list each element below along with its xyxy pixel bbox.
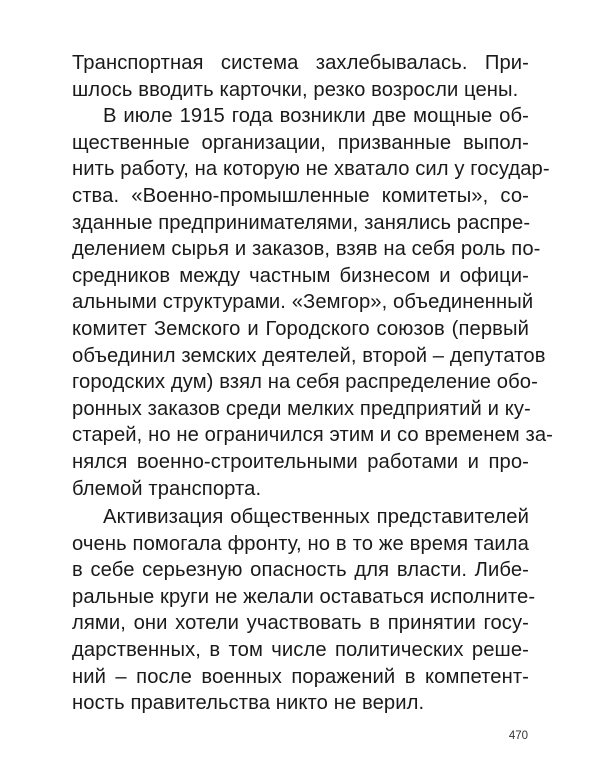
text-line: объединил земских деятелей, второй – депутатов xyxy=(72,344,546,367)
text-line: блемой транспорта. xyxy=(72,477,262,500)
text-line: городских дум) взял на себя распределение обо- xyxy=(72,371,538,394)
text-line: делением сырья и заказов, взяв на себя роль по- xyxy=(72,238,541,261)
text-line: зданные предпринимателями, занялись распре- xyxy=(72,211,531,234)
text-line: нялся военно-строительными работами и про- xyxy=(72,450,529,473)
page-body xyxy=(72,50,553,717)
text-line: Активизация общественных представителей xyxy=(103,506,529,529)
text-line: щественные организации, призванные выпол- xyxy=(72,131,529,154)
text-line: лями, они хотели участвовать в принятии госу- xyxy=(72,612,529,635)
text-line: альными структурами. «Земгор», объединенный xyxy=(72,291,534,314)
paragraph-1 xyxy=(72,50,529,103)
text-line: старей, но не ограничился этим и со временем за- xyxy=(72,424,553,447)
text-line: шлось вводить карточки, резко возросли цены. xyxy=(72,78,519,101)
text-line: комитет Земского и Городского союзов (первый xyxy=(72,317,529,340)
text-line: ронных заказов среди мелких предприятий и ку- xyxy=(72,397,531,420)
text-line: ства. «Военно-промышленные комитеты», со- xyxy=(72,184,529,207)
text-line: очень помогала фронту, но в то же время таила xyxy=(72,532,529,555)
text-line: средников между частным бизнесом и офици- xyxy=(72,264,529,287)
text-line: Транспортная система захлебывалась. При- xyxy=(72,52,529,74)
text-line: ность правительства никто не верил. xyxy=(72,692,425,715)
paragraph-2 xyxy=(72,103,553,502)
text-line: В июле 1915 года возникли две мощные об- xyxy=(103,105,529,128)
text-line: ний – после военных поражений в компетент- xyxy=(72,665,529,688)
text-line: в себе серьезную опасность для власти. Либе- xyxy=(72,559,529,582)
paragraph-3 xyxy=(72,504,536,717)
text-line: нить работу, на которую не хватало сил у государ- xyxy=(72,158,550,181)
text-line: ральные круги не желали оставаться исполните- xyxy=(72,585,536,608)
page-number: 470 xyxy=(508,730,528,742)
text-line: дарственных, в том числе политических реше- xyxy=(72,639,529,662)
